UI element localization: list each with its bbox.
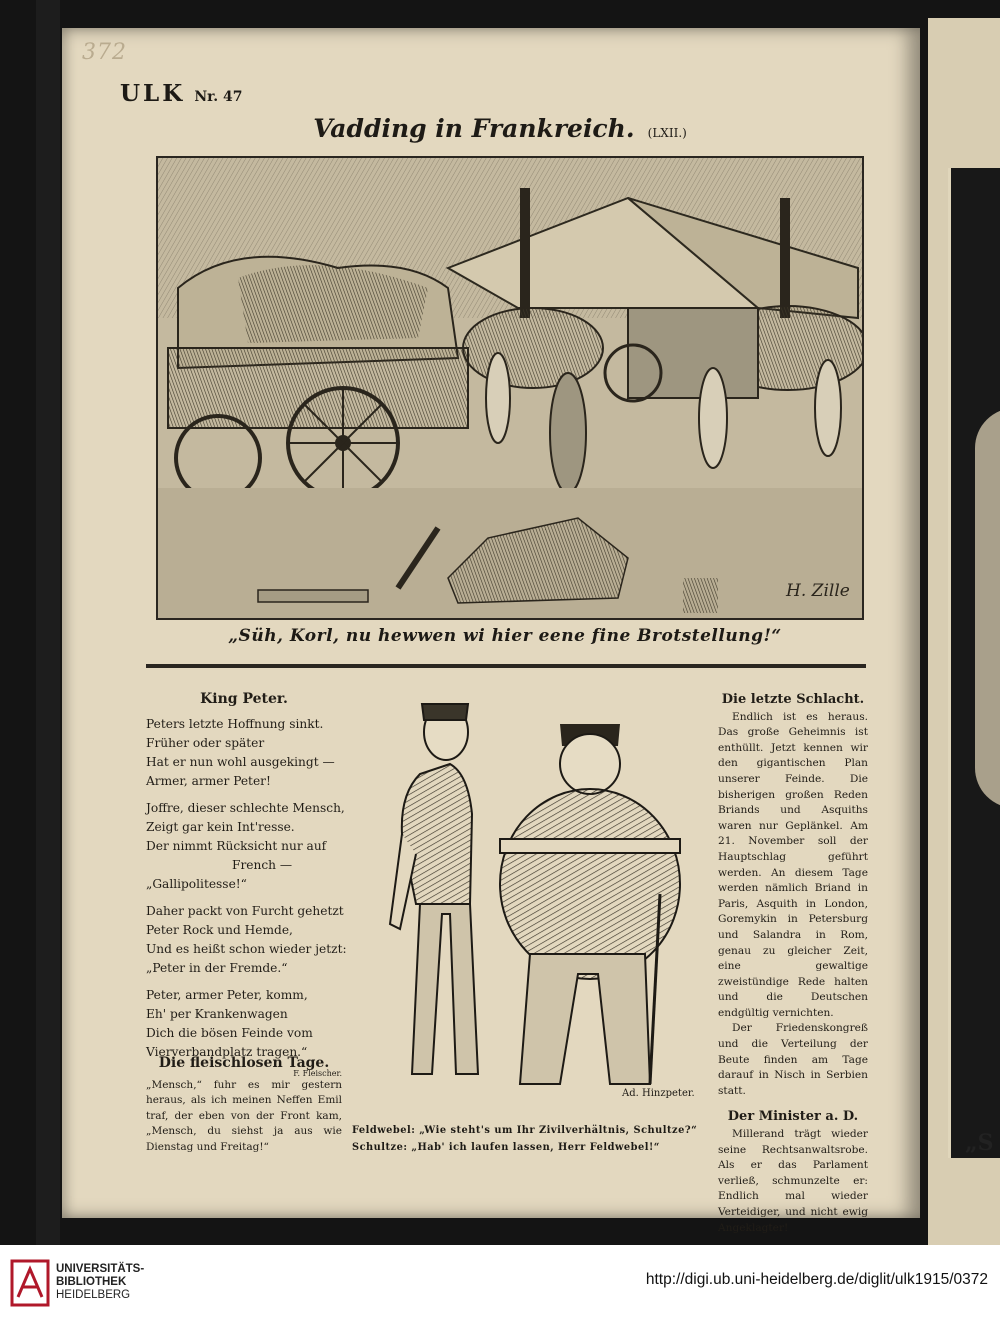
cartoon-caption-line: Feldwebel: „Wie steht's um Ihr Zivilverhältnis, Schultze?“ [352, 1125, 698, 1136]
article-paragraph: Millerand trägt wieder seine Rechtsanwaltsrobe. Als er das Parlament verließ, schmunzelte er: Endlich mal wieder Verteidiger, und nicht ewig Angeklagter! [718, 1128, 868, 1234]
cartoon-caption [352, 1122, 712, 1156]
poem-line: Früher oder später [146, 736, 265, 750]
poem-line: Hat er nun wohl ausgekingt — [146, 755, 335, 769]
article-title: Die letzte Schlacht. [721, 692, 865, 707]
source-url[interactable]: http://digi.ub.uni-heidelberg.de/diglit/ulk1915/0372 [645, 1271, 988, 1288]
masthead-title: ULK [120, 80, 186, 107]
poem-line: Und es heißt schon wieder jetzt: [146, 942, 347, 956]
poem-line: Armer, armer Peter! [146, 774, 271, 788]
camp-scene-drawing [158, 158, 862, 618]
poem-line: Daher packt von Furcht gehetzt [146, 904, 344, 918]
cartoon-caption-line: Schultze: „Hab' ich laufen lassen, Herr Feldwebel!“ [352, 1142, 660, 1153]
library-name-line: BIBLIOTHEK [56, 1276, 127, 1288]
right-column [718, 692, 868, 1236]
handwritten-page-number: 372 [82, 40, 127, 65]
page-title [0, 114, 1000, 143]
article-title: Die fleischlosen Tage. [158, 1055, 330, 1071]
library-name [56, 1263, 144, 1302]
article-text: „Mensch,“ fuhr es mir gestern heraus, als ich meinen Neffen Emil traf, der eben von der Front kam, „Mensch, du siehst ja aus wie Dienstag und Freitag!“ [146, 1078, 342, 1153]
article-paragraph: Der Friedenskongreß und die Verteilung der Beute finden am Tage darauf in Nisch in Serbien statt. [718, 1022, 868, 1097]
poem-line: Peter, armer Peter, komm, [146, 988, 308, 1002]
illustration-signature: H. Zille [786, 581, 850, 601]
issue-number: Nr. 47 [194, 89, 243, 105]
soldiers-cartoon-drawing [360, 684, 710, 1104]
stanza [146, 902, 347, 978]
illustration-caption: „Süh, Korl, nu hewwen wi hier eene fine Brotstellung!“ [228, 626, 782, 646]
library-name-line: UNIVERSITÄTS- [56, 1263, 145, 1275]
poem-line: Vierverbandplatz tragen.“ [146, 1045, 308, 1059]
library-name-line: HEIDELBERG [56, 1289, 131, 1301]
section-divider [146, 664, 866, 668]
poem-line: Eh' per Krankenwagen [146, 1007, 288, 1021]
poem-title: King Peter. [200, 691, 288, 707]
poem-line: „Gallipolitesse!“ [146, 877, 247, 891]
series-number: (LXII.) [647, 126, 687, 140]
cartoon-signature: Ad. Hinzpeter. [622, 1088, 695, 1099]
poem-line: „Peter in der Fremde.“ [146, 961, 288, 975]
poem-king-peter [146, 690, 347, 1083]
stanza [146, 986, 342, 1062]
poem-line: Dich die bösen Feinde vom [146, 1026, 313, 1040]
library-logo-icon [10, 1259, 50, 1307]
stanza [146, 799, 345, 894]
article-fleischlosen-tage [146, 1056, 342, 1155]
footer-bar [0, 1245, 1000, 1321]
adjacent-page-illustration [948, 168, 1000, 1158]
masthead [120, 80, 242, 107]
poem-line: Peter Rock und Hemde, [146, 923, 293, 937]
poem-line: Zeigt gar kein Int'resse. [146, 820, 295, 834]
poem-line: Joffre, dieser schlechte Mensch, [146, 801, 345, 815]
cartoon-illustration [360, 684, 710, 1104]
poem-line: French — [232, 858, 293, 872]
poem-line: Peters letzte Hoffnung sinkt. [146, 717, 324, 731]
book-spine [36, 0, 60, 1245]
stanza [146, 715, 342, 791]
adjacent-page-fragment: „S [965, 1130, 994, 1156]
poem-author: F. Fleischer. [293, 1069, 342, 1078]
poem-line: Der nimmt Rücksicht nur auf [146, 839, 327, 853]
article-paragraph: Endlich ist es heraus. Das große Geheimnis ist enthüllt. Jetzt kennen wir den gigantischen Plan unserer Feinde. Die bisherigen großen Reden Briands und Asquiths waren nur Geplänkel. Am 21. November soll der Hauptschlag geführt werden. An diesem Tage werden nämlich Briand in Paris, Asquith in London, Goremykin in Petersburg und Salandra in Rom, genau zu gleicher Zeit, eine gewaltige zweistündige Rede halten und die Deutschen endgültig vernichten. [718, 710, 868, 1019]
main-title: Vadding in Frankreich. [313, 114, 635, 143]
article-title: Der Minister a. D. [727, 1109, 859, 1125]
main-illustration [156, 156, 864, 620]
